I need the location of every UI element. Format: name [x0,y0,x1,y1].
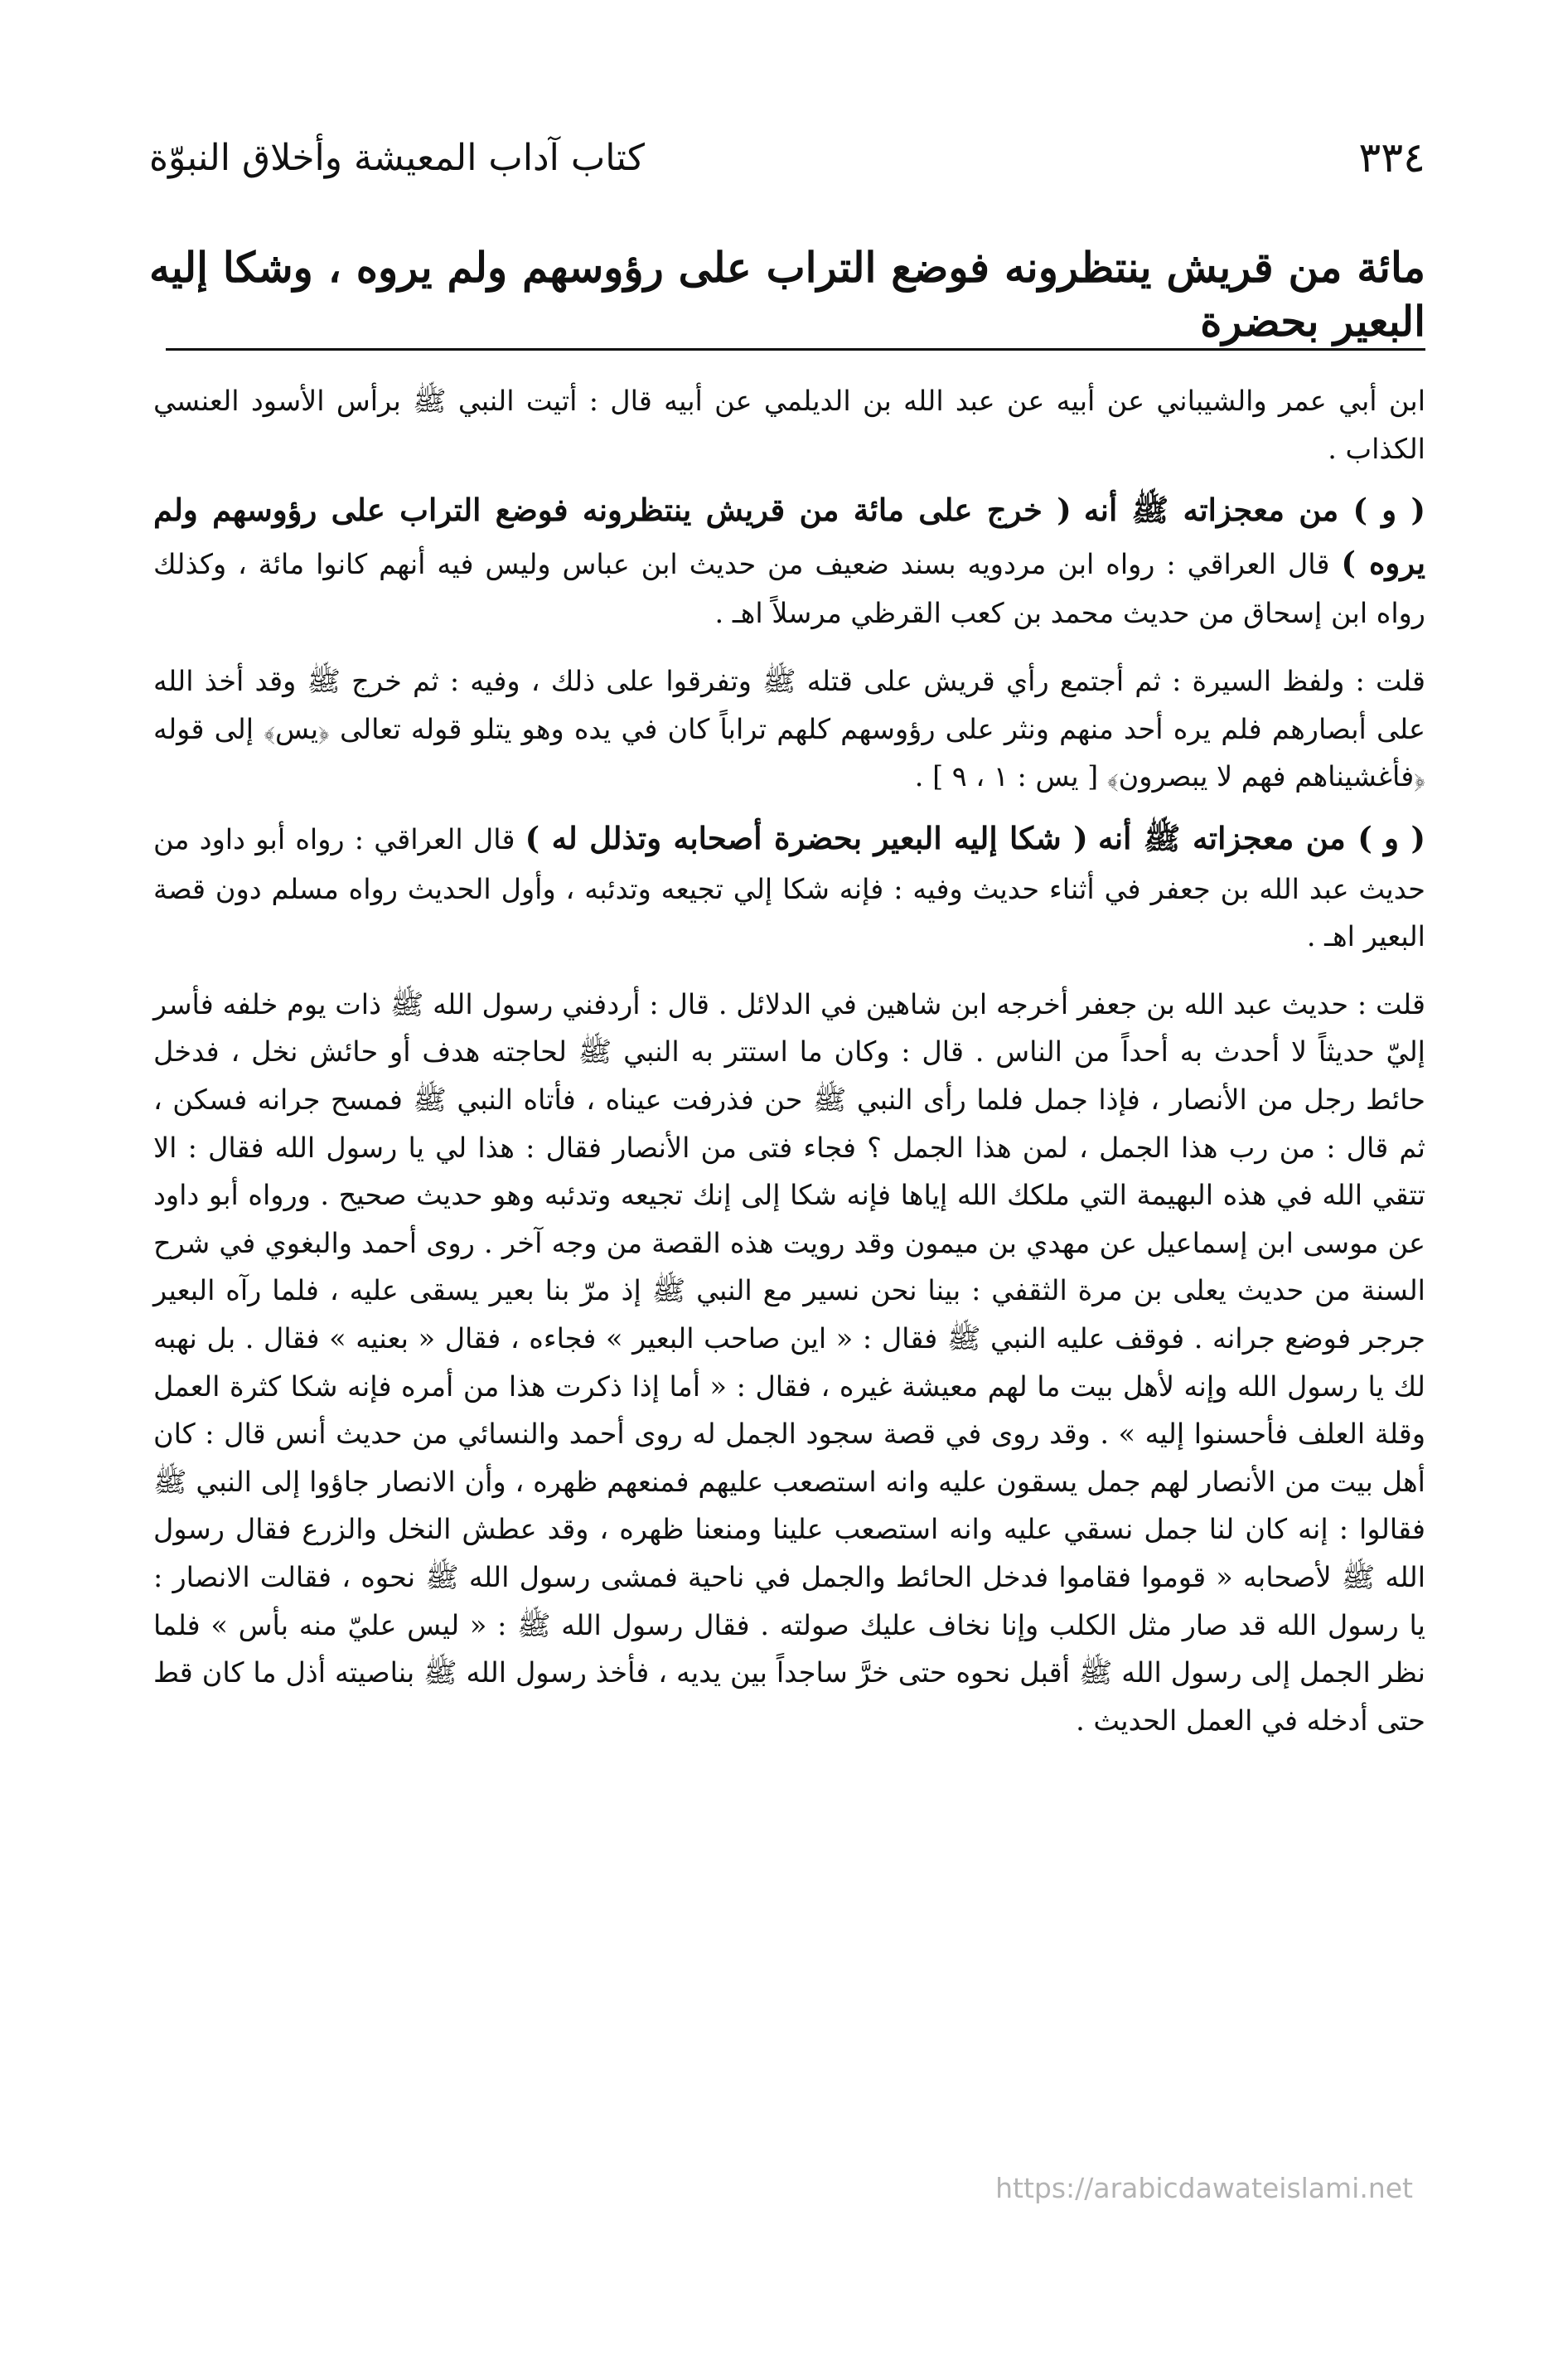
separator-rule [166,348,1425,351]
commentary-paragraph: قلت : ولفظ السيرة : ثم أجتمع رأي قريش على قتله ﷺ وتفرقوا على ذلك ، وفيه : ثم خرج ﷺ وقد أخذ الله على أبصارهم فلم يره أحد منهم ونثر على رؤوسهم كلهم تراباً كان في يده وهو يتلو قوله تعالى ﴿يس﴾ إلى قوله ﴿فأغشيناهم فهم لا يبصرون﴾ [ يس : ١ ، ٩ ] . [153,665,1425,793]
commentary-prefix: ( و ) من معجزاته ﷺ أنه [1097,819,1425,856]
watermark-url: https://arabicdawateislami.net [995,2172,1413,2204]
commentary-body: قال العراقي : رواه أبو داود من حديث عبد الله بن جعفر في أثناء حديث وفيه : فإنه شكا إلي تجيعه وتدئبه ، وأول الحديث رواه مسلم دون قصة البعير اهـ . [153,822,1425,953]
commentary-prefix: ( و ) من معجزاته ﷺ أنه [1083,492,1425,529]
book-title: كتاب آداب المعيشة وأخلاق النبوّة [149,136,645,179]
quoted-main-text: ( شكا إليه البعير بحضرة أصحابه وتذلل له ) [525,819,1088,856]
commentary-body: قال العراقي : رواه ابن مردويه بسند ضعيف من حديث ابن عباس وليس فيه أنهم كانوا مائة ، وكذلك رواه ابن إسحاق من حديث محمد بن كعب القرظي مرسلاً اهـ . [153,547,1425,630]
main-text: مائة من قريش ينتظرونه فوضع التراب على رؤوسهم ولم يروه ، وشكا إليه البعير بحضرة [149,243,1425,346]
commentary-paragraph: ابن أبي عمر والشيباني عن أبيه عن عبد الله بن الديلمي عن أبيه قال : أتيت النبي ﷺ برأس الأسود العنسي الكذاب . [153,385,1425,465]
commentary-paragraph [153,812,1425,961]
commentary-paragraph [153,484,1425,637]
commentary [153,377,1425,1745]
page-number: ٣٣٤ [1358,133,1425,182]
page-header [149,124,1425,191]
quoted-main-text: ( خرج على مائة من قريش ينتظرونه فوضع التراب على رؤوسهم ولم يروه ) [153,492,1426,581]
commentary-paragraph: قلت : حديث عبد الله بن جعفر أخرجه ابن شاهين في الدلائل . قال : أردفني رسول الله ﷺ ذات يوم خلفه فأسر إليّ حديثاً لا أحدث به أحداً من الناس . قال : وكان ما استتر به النبي ﷺ لحاجته هدف أو حائش نخل ، فدخل حائط رجل من الأنصار ، فإذا جمل فلما رأى النبي ﷺ حن فذرفت عيناه ، فأتاه النبي ﷺ فمسح جرانه فسكن ، ثم قال : من رب هذا الجمل ، لمن هذا الجمل ؟ فجاء فتى من الأنصار فقال : هذا لي يا رسول الله فقال : الا تتقي الله في هذه البهيمة التي ملكك الله إياها فإنه شكا إلى إنك تجيعه وتدئبه وهو حديث صحيح . ورواه أبو داود عن موسى ابن إسماعيل عن مهدي بن ميمون وقد رويت هذه القصة من وجه آخر . روى أحمد والبغوي في شرح السنة من حديث يعلى بن مرة الثقفي : بينا نحن نسير مع النبي ﷺ إذ مرّ بنا بعير يسقى عليه ، فلما رآه البعير جرجر فوضع جرانه . فوقف عليه النبي ﷺ فقال : « اين صاحب البعير » فجاءه ، فقال « بعنيه » فقال . بل نهبه لك يا رسول الله وإنه لأهل بيت ما لهم معيشة غيره ، فقال : « أما إذا ذكرت هذا من أمره فإنه شكا كثرة العمل وقلة العلف فأحسنوا إليه » . وقد روى في قصة سجود الجمل له روى أحمد والنسائي من حديث أنس قال : كان أهل بيت من الأنصار لهم جمل يسقون عليه وانه استصعب عليهم فمنعهم ظهره ، وأن الانصار جاؤوا إلى النبي ﷺ فقالوا : إنه كان لنا جمل نسقي عليه وانه استصعب علينا ومنعنا ظهره ، وقد عطش النخل والزرع فقال رسول الله ﷺ لأصحابه « قوموا فقاموا فدخل الحائط والجمل في ناحية فمشى رسول الله ﷺ نحوه ، فقالت الانصار : يا رسول الله قد صار مثل الكلب وإنا نخاف عليك صولته . فقال رسول الله ﷺ : « ليس عليّ منه بأس » فلما نظر الجمل إلى رسول الله ﷺ أقبل نحوه حتى خرَّ ساجداً بين يديه ، فأخذ رسول الله ﷺ بناصيته أذل ما كان قط حتى أدخله في العمل الحديث . [153,987,1425,1737]
